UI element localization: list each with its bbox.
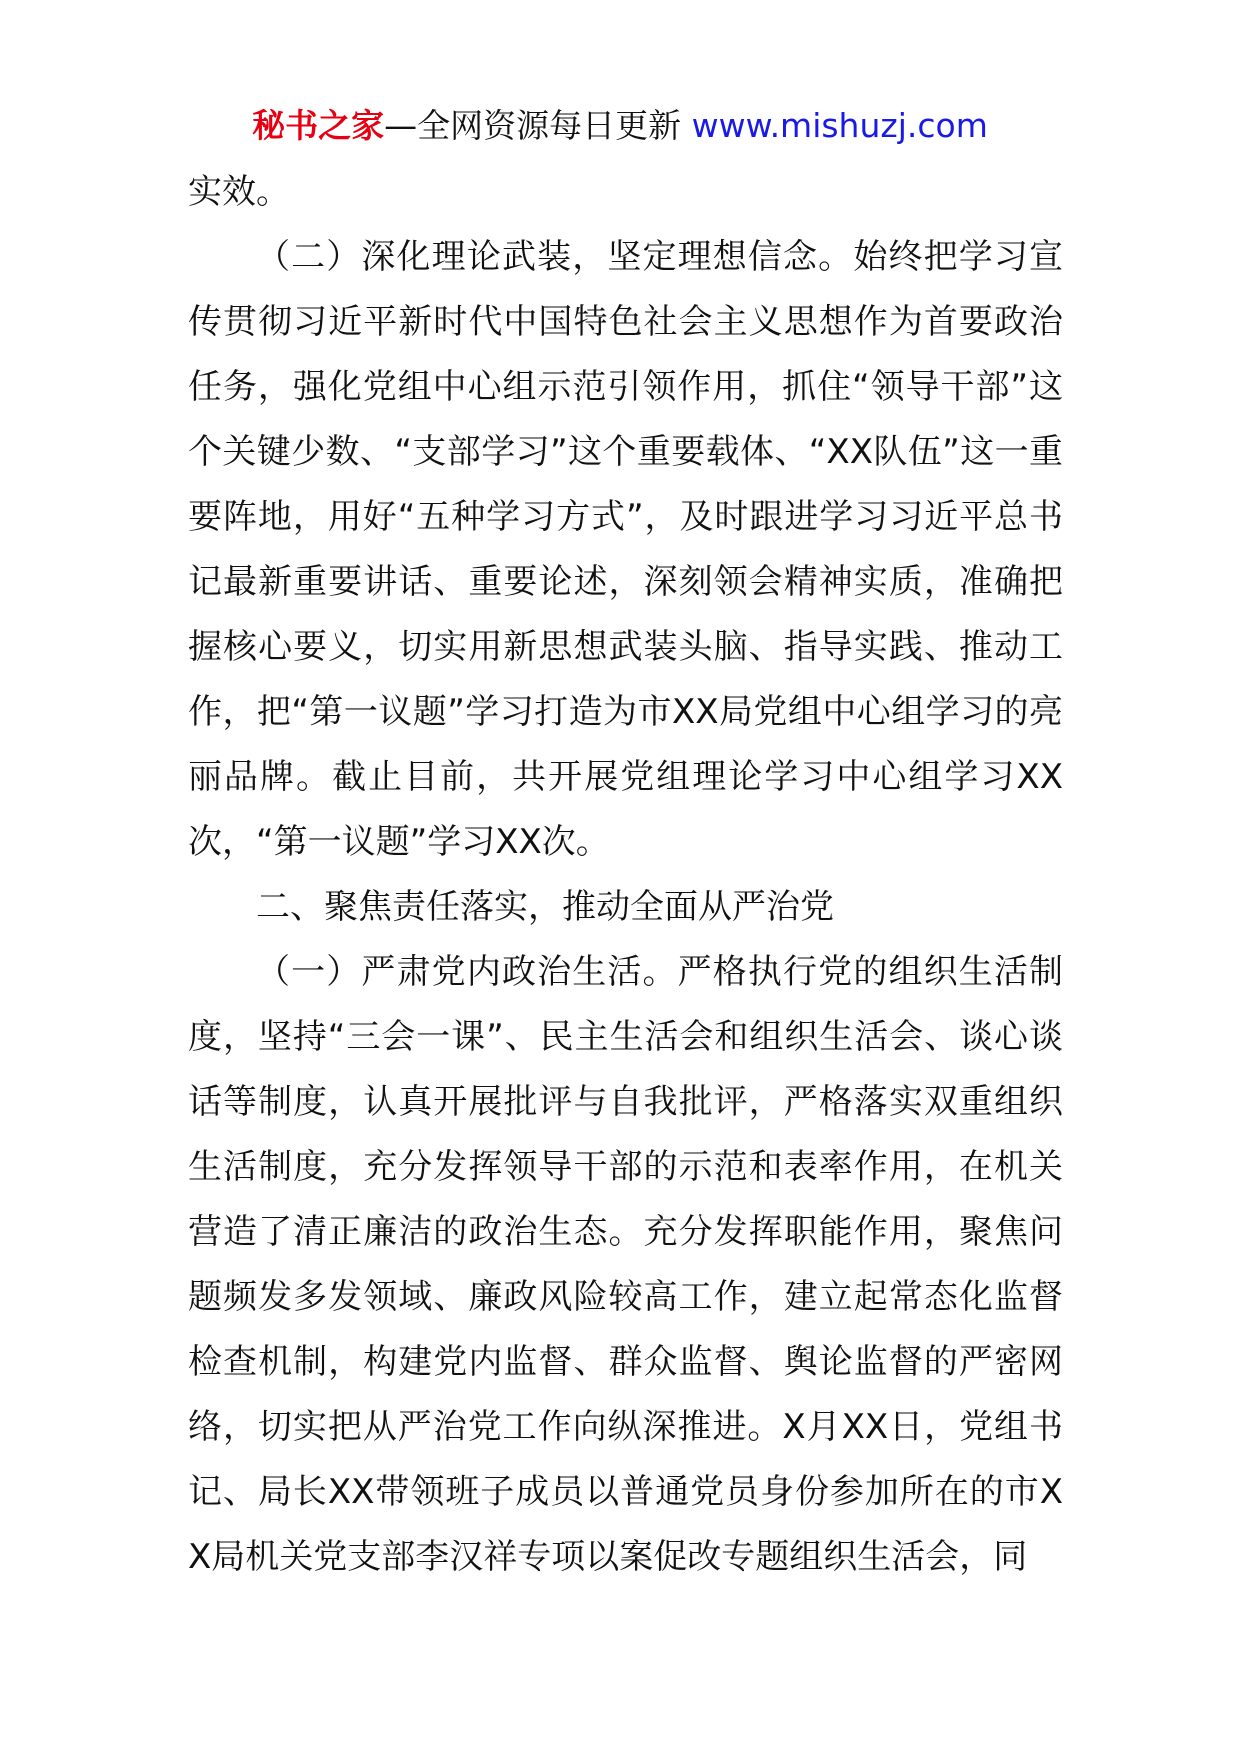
banner-tagline: —全网资源每日更新 <box>384 106 682 145</box>
document-body <box>188 160 1063 1590</box>
site-banner <box>0 96 1240 156</box>
paragraph-theory-study: （二）深化理论武装，坚定理想信念。始终把学习宣传贯彻习近平新时代中国特色社会主义思想作为首要政治任务，强化党组中心组示范引领作用，抓住“领导干部”这个关键少数、“支部学习”这个重要载体、“XX队伍”这一重要阵地，用好“五种学习方式”，及时跟进学习习近平总书记最新重要讲话、重要论述，深刻领会精神实质，准确把握核心要义，切实用新思想武装头脑、指导实践、推动工作，把“第一议题”学习打造为市XX局党组中心组学习的亮丽品牌。截止目前，共开展党组理论学习中心组学习XX次，“第一议题”学习XX次。 <box>188 237 1063 862</box>
paragraph-continuation: 实效。 <box>188 172 290 212</box>
section-heading: 二、聚焦责任落实，推动全面从严治党 <box>256 887 834 927</box>
banner-brand: 秘书之家 <box>252 106 385 145</box>
paragraph-party-life: （一）严肃党内政治生活。严格执行党的组织生活制度，坚持“三会一课”、民主生活会和组织生活会、谈心谈话等制度，认真开展批评与自我批评，严格落实双重组织生活制度，充分发挥领导干部的示范和表率作用，在机关营造了清正廉洁的政治生态。充分发挥职能作用，聚焦问题频发多发领域、廉政风险较高工作，建立起常态化监督检查机制，构建党内监督、群众监督、舆论监督的严密网络，切实把从严治党工作向纵深推进。X月XX日，党组书记、局长XX带领班子成员以普通党员身份参加所在的市XX局机关党支部李汉祥专项以案促改专题组织生活会，同 <box>188 952 1063 1577</box>
banner-url[interactable]: www.mishuzj.com <box>691 106 988 145</box>
